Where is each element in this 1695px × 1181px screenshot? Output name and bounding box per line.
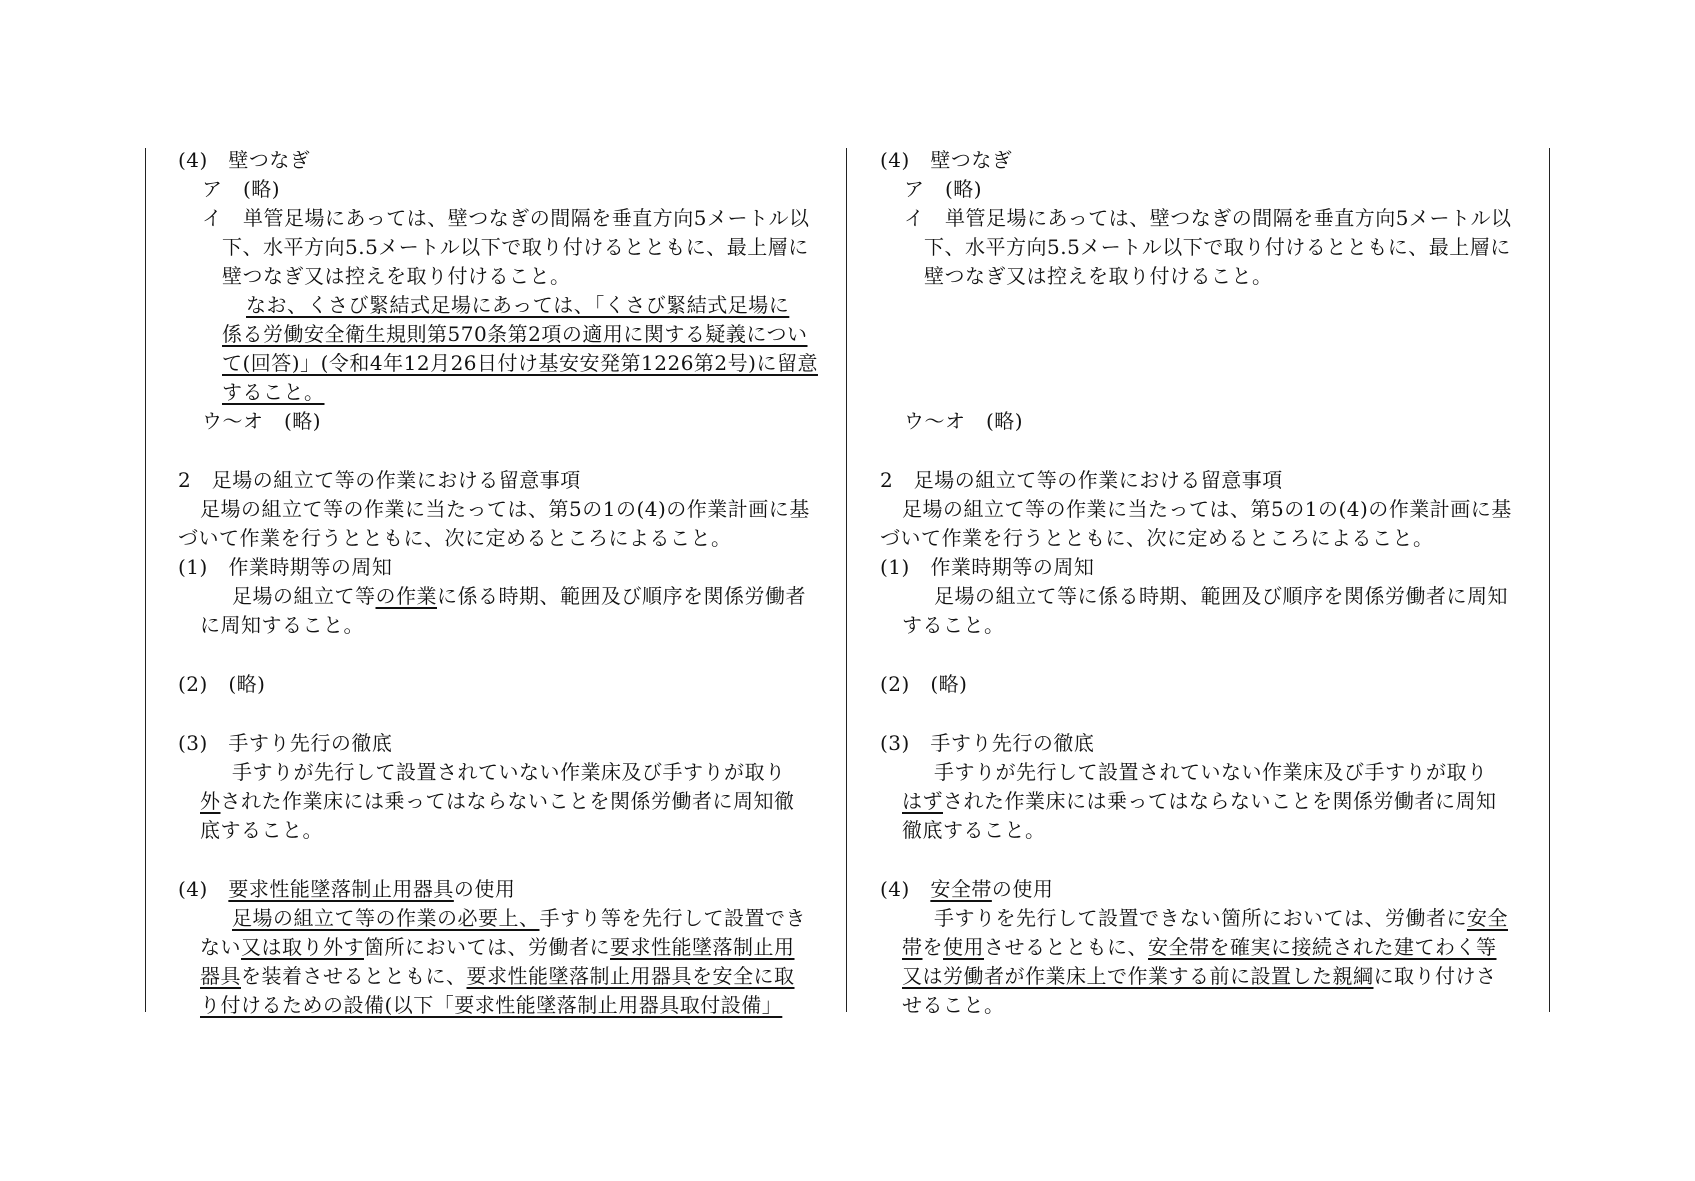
center-divider-line (846, 148, 847, 1012)
added-note-line3: て(回答)」(令和4年12月26日付け基安安発第1226第2号)に留意 (222, 351, 818, 375)
added-text: 器具 (200, 964, 241, 988)
text-segment: された作業床には乗ってはならないことを関係労働者に周知徹 (220, 789, 795, 813)
subsection-4-heading (880, 875, 1053, 904)
subsection-3-line1: 手すりが先行して設置されていない作業床及び手すりが取り (232, 760, 786, 784)
subsection-3-line2 (200, 787, 795, 816)
subsection-3-line3: 底すること。 (200, 818, 323, 842)
item-i-line3: 壁つなぎ又は控えを取り付けること。 (222, 264, 571, 288)
subsection-2-omitted: (2) (略) (178, 672, 266, 696)
added-text: の作業 (375, 584, 437, 608)
text-segment: させるとともに、 (984, 935, 1148, 959)
text-segment: 足場の組立て等 (232, 584, 376, 608)
subsection-4-heading (178, 875, 515, 904)
subsection-3-line1: 手すりが先行して設置されていない作業床及び手すりが取り (934, 760, 1488, 784)
item-i-line3: 壁つなぎ又は控えを取り付けること。 (924, 264, 1273, 288)
subsection-4-line1 (934, 904, 1508, 933)
left-border-line (145, 148, 146, 1012)
text-segment: ない (200, 935, 241, 959)
changed-text: 使用 (943, 935, 984, 959)
subsection-3-heading: (3) 手すり先行の徹底 (880, 731, 1095, 755)
text-segment: 手すりを先行して設置できない箇所においては、労働者に (934, 906, 1467, 930)
subsection-4-line4: り付けるための設備(以下「要求性能墜落制止用器具取付設備」 (200, 993, 783, 1017)
subsection-3-line3: 徹底すること。 (902, 818, 1046, 842)
section-2-intro-line1: 足場の組立て等の作業に当たっては、第5の1の(4)の作業計画に基 (902, 497, 1512, 521)
subsection-1-heading: (1) 作業時期等の周知 (880, 555, 1095, 579)
subsection-3-line2 (902, 787, 1497, 816)
item-a: ア (略) (904, 177, 983, 201)
section-2-heading: 2 足場の組立て等の作業における留意事項 (880, 468, 1283, 492)
changed-text: 安全 (1467, 906, 1508, 930)
added-text: 外 (200, 789, 221, 813)
subsection-4-line2 (200, 933, 795, 962)
heading-wall-ties: (4) 壁つなぎ (178, 148, 311, 172)
text-segment: を (922, 935, 943, 959)
item-i-line2: 下、水平方向5.5メートル以下で取り付けるとともに、最上層に (222, 235, 809, 259)
item-u-o: ウ～オ (略) (904, 409, 1024, 433)
text-segment: の使用 (453, 877, 516, 901)
changed-text: 安全帯 (930, 877, 992, 901)
text-segment: の使用 (991, 877, 1054, 901)
subsection-1-line2: に周知すること。 (200, 613, 364, 637)
text-segment: に取り付けさ (1373, 964, 1497, 988)
text-segment: 手すり等を先行して設置でき (539, 906, 806, 930)
subsection-4-line3 (902, 962, 1497, 991)
subsection-4-line3 (200, 962, 795, 991)
added-text: 要求性能墜落制止用 (610, 935, 795, 959)
right-border-line (1549, 148, 1550, 1012)
subsection-2-omitted: (2) (略) (880, 672, 968, 696)
subsection-1-heading: (1) 作業時期等の周知 (178, 555, 393, 579)
changed-text: 又は労働者が作業床上で作業する前に設置した親綱 (902, 964, 1374, 988)
subsection-4-line4: せること。 (902, 993, 1005, 1017)
changed-text: 安全帯を確実に接続された建てわく等 (1148, 935, 1497, 959)
section-2-intro-line2: づいて作業を行うとともに、次に定めるところによること。 (178, 526, 732, 550)
section-2-heading: 2 足場の組立て等の作業における留意事項 (178, 468, 581, 492)
subsection-1-line1: 足場の組立て等に係る時期、範囲及び順序を関係労働者に周知 (934, 584, 1508, 608)
text-segment: を装着させるとともに、 (241, 964, 467, 988)
added-text: 足場の組立て等の作業の必要上、 (232, 906, 540, 930)
item-i-line1: イ 単管足場にあっては、壁つなぎの間隔を垂直方向5メートル以 (904, 206, 1512, 230)
item-i-line2: 下、水平方向5.5メートル以下で取り付けるとともに、最上層に (924, 235, 1511, 259)
added-text: 要求性能墜落制止用器具 (228, 877, 454, 901)
added-text: 又は取り外す (241, 935, 364, 959)
added-text: 要求性能墜落制止用器具を安全に取 (466, 964, 795, 988)
subsection-1-line2: すること。 (902, 613, 1005, 637)
added-note-line1: なお、くさび緊結式足場にあっては、「くさび緊結式足場に (246, 293, 790, 317)
added-note-line2: 係る労働安全衛生規則第570条第2項の適用に関する疑義につい (222, 322, 808, 346)
text-segment: に係る時期、範囲及び順序を関係労働者 (437, 584, 806, 608)
item-a: ア (略) (202, 177, 281, 201)
item-i-line1: イ 単管足場にあっては、壁つなぎの間隔を垂直方向5メートル以 (202, 206, 810, 230)
subsection-3-heading: (3) 手すり先行の徹底 (178, 731, 393, 755)
added-note-line4: すること。 (222, 380, 325, 404)
text-segment: (4) (178, 877, 229, 901)
heading-wall-ties: (4) 壁つなぎ (880, 148, 1013, 172)
item-u-o: ウ～オ (略) (202, 409, 322, 433)
subsection-4-line1 (232, 904, 806, 933)
text-segment: された作業床には乗ってはならないことを関係労働者に周知 (943, 789, 1497, 813)
section-2-intro-line1: 足場の組立て等の作業に当たっては、第5の1の(4)の作業計画に基 (200, 497, 810, 521)
text-segment: (4) (880, 877, 931, 901)
subsection-1-line1 (232, 582, 806, 611)
subsection-4-line2 (902, 933, 1497, 962)
changed-text: 帯 (902, 935, 923, 959)
text-segment: 箇所においては、労働者に (364, 935, 610, 959)
section-2-intro-line2: づいて作業を行うとともに、次に定めるところによること。 (880, 526, 1434, 550)
changed-text: はず (902, 789, 943, 813)
